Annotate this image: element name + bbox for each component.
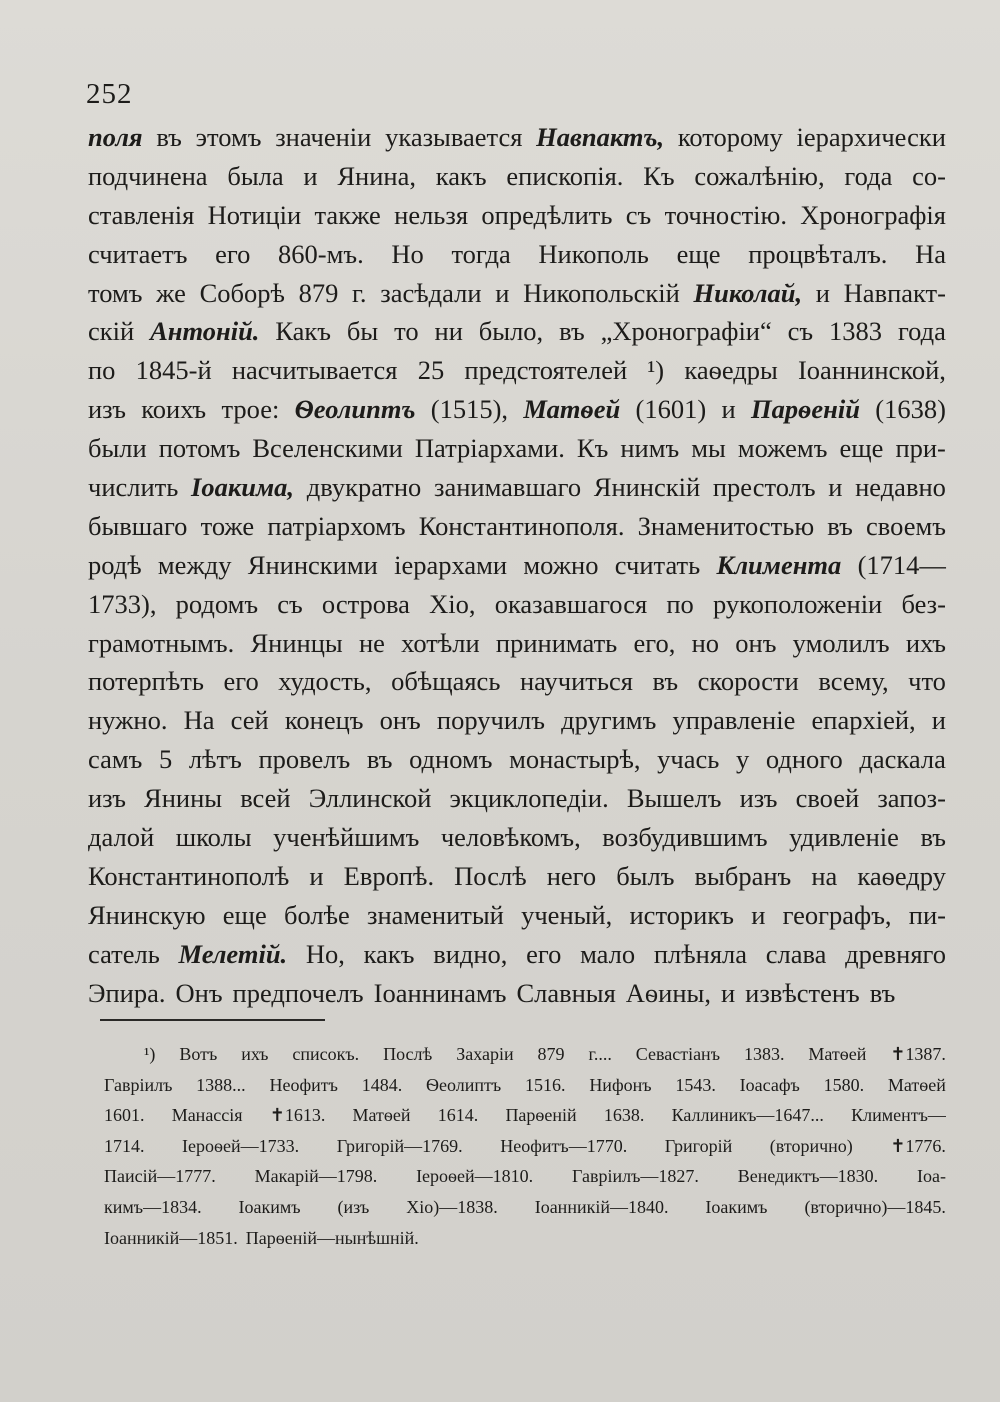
text-line — [88, 161, 946, 200]
word: Антоній. — [150, 316, 260, 347]
text-line — [88, 394, 946, 433]
word: Іоасафъ — [739, 1074, 800, 1095]
word: ¹) — [647, 355, 665, 386]
word: со- — [912, 160, 946, 191]
word: 1638. — [603, 1105, 645, 1126]
word: Хронографія — [800, 199, 946, 230]
word: еще — [222, 899, 267, 930]
word: томъ — [88, 277, 143, 308]
main-text — [88, 122, 946, 1016]
page-number: 252 — [86, 78, 133, 110]
word: ихъ — [241, 1044, 269, 1064]
word: его — [526, 938, 562, 969]
word: Вышелъ — [626, 783, 722, 814]
footnote-line — [104, 1136, 946, 1167]
word: конецъ — [284, 705, 364, 736]
word: Янинскими — [247, 549, 378, 580]
word: въ — [920, 822, 946, 853]
word: іерархически — [796, 122, 946, 152]
text-line — [88, 278, 946, 317]
word: Аѳины, — [625, 977, 711, 1008]
word: Іероѳей—1733. — [182, 1135, 300, 1156]
word: географъ, — [782, 899, 892, 930]
word: у — [735, 744, 750, 775]
word: древняго — [845, 938, 946, 969]
word: Къ — [576, 433, 609, 464]
word: На — [915, 238, 946, 269]
word: Эллинской — [308, 783, 432, 814]
word: без- — [901, 588, 946, 619]
word: потерпѣть — [88, 666, 204, 697]
word: 1383. — [743, 1044, 785, 1064]
word: 1714. — [104, 1135, 145, 1156]
word: Какъ — [275, 316, 332, 347]
word: 1383 — [829, 316, 883, 347]
word: и — [815, 277, 830, 308]
word: Хіо, — [429, 588, 476, 619]
word: другимъ — [561, 705, 657, 736]
word: по — [666, 588, 694, 619]
word: ¹) — [144, 1044, 156, 1064]
word: Янины — [144, 783, 223, 814]
word: учась — [657, 744, 720, 775]
word: Климента — [716, 549, 842, 580]
word: ученѣйшимъ — [273, 822, 420, 853]
word: Іероѳей—1810. — [416, 1166, 534, 1187]
word: Хіо)—1838. — [406, 1196, 498, 1217]
word: Николай, — [693, 277, 803, 308]
word: поручилъ — [436, 705, 545, 736]
word: нельзя — [394, 199, 469, 230]
word: Каллиникъ—1647... — [671, 1105, 824, 1126]
text-line — [88, 783, 946, 822]
word: между — [157, 549, 232, 580]
footnote-line — [104, 1197, 946, 1228]
word: считать — [614, 549, 701, 580]
text-line — [88, 316, 946, 355]
word: также — [314, 199, 381, 230]
word: мало — [580, 938, 636, 969]
word: можемъ — [737, 433, 828, 464]
word: ни — [434, 316, 463, 347]
word: 1543. — [675, 1074, 716, 1095]
text-line — [88, 822, 946, 861]
word: самъ — [88, 744, 143, 775]
footnote-line — [104, 1105, 946, 1136]
word: и — [828, 472, 843, 503]
footnote-line — [104, 1228, 946, 1259]
word: (вторично) — [769, 1135, 853, 1156]
footnotes — [104, 1044, 946, 1258]
word: опредѣлить — [481, 199, 613, 230]
word: въ — [827, 510, 853, 541]
word: которому — [677, 122, 783, 152]
word: запоз- — [877, 783, 946, 814]
text-line — [88, 861, 946, 900]
word: Паисій—1777. — [104, 1166, 216, 1187]
word: патріархомъ — [267, 510, 406, 541]
word: (1638) — [875, 394, 946, 425]
word: плѣняла — [653, 938, 748, 969]
word: Патріархами. — [414, 433, 565, 464]
word: скій — [88, 316, 135, 347]
word: года — [844, 160, 893, 191]
word: Григорій — [664, 1135, 733, 1156]
word: монастырѣ, — [509, 744, 641, 775]
word: точностію. — [664, 199, 787, 230]
word: Гавріилъ — [104, 1074, 173, 1095]
word: и — [721, 394, 736, 425]
word: то — [394, 316, 419, 347]
word: ✝1776. — [890, 1135, 946, 1156]
word: ✝1613. — [269, 1105, 326, 1126]
word: Нифонъ — [589, 1074, 652, 1095]
word: Знаменитостью — [637, 510, 815, 541]
word: бывшаго — [88, 510, 188, 541]
word: оказавшагося — [494, 588, 648, 619]
word: Іоаннинской, — [797, 355, 946, 386]
word: 1845-й — [135, 355, 212, 386]
word: Матѳей — [887, 1074, 946, 1095]
word: въ — [559, 316, 585, 347]
word: Константинополя. — [418, 510, 625, 541]
word: по — [88, 355, 116, 386]
word: обѣщаясь — [391, 666, 501, 697]
word: нимъ — [620, 433, 680, 464]
text-line — [88, 355, 946, 394]
text-line — [88, 433, 946, 472]
word: трое: — [221, 394, 280, 425]
word: были — [88, 433, 147, 464]
word: Манассія — [171, 1105, 243, 1126]
word: 860-мъ. — [278, 238, 364, 269]
word: каѳедры — [684, 355, 778, 386]
word: (1601) — [635, 394, 707, 425]
word: Парѳеній—нынѣшній. — [245, 1227, 419, 1248]
word: 879 — [298, 277, 339, 308]
text-line — [88, 744, 946, 783]
word: всей — [240, 783, 291, 814]
word: но — [691, 627, 720, 658]
word: этомъ — [195, 122, 262, 152]
word: значеніи — [275, 122, 372, 152]
word: принимать — [495, 627, 618, 658]
word: выбранъ — [694, 860, 792, 891]
word: видно, — [433, 938, 508, 969]
word: процвѣталъ. — [748, 238, 888, 269]
word: (1714— — [857, 549, 946, 580]
word: знаменитый — [366, 899, 504, 930]
word: Нотиціи — [207, 199, 302, 230]
word: предстоятелей — [464, 355, 628, 386]
text-line — [88, 511, 946, 550]
word: Соборѣ — [199, 277, 285, 308]
word: каѳедру — [857, 860, 946, 891]
word: Янинцы — [250, 627, 343, 658]
word: (1515), — [430, 394, 509, 425]
text-line — [88, 589, 946, 628]
text-line — [88, 628, 946, 667]
text-line — [88, 239, 946, 278]
word: двукратно — [306, 472, 422, 503]
word: съ — [625, 199, 652, 230]
text-line — [88, 978, 946, 1017]
word: 1614. — [437, 1105, 479, 1126]
word: Послѣ — [383, 1044, 433, 1064]
word: рукоположеніи — [712, 588, 883, 619]
word: ставленія — [88, 199, 195, 230]
word: далой — [88, 822, 155, 853]
text-line — [88, 900, 946, 939]
word: еще — [676, 238, 721, 269]
word: засѣдали — [380, 277, 482, 308]
word: своей — [795, 783, 860, 814]
word: историкъ — [629, 899, 734, 930]
word: епархіей, — [811, 705, 916, 736]
word: нужно. — [88, 705, 168, 736]
word: епископія. — [506, 160, 624, 191]
word: тоже — [200, 510, 255, 541]
word: (изъ — [337, 1196, 370, 1217]
word: Ѳеолиптъ — [426, 1074, 502, 1095]
word: Но, — [305, 938, 345, 969]
word: и — [309, 860, 324, 891]
word: одного — [765, 744, 843, 775]
word: и — [720, 977, 736, 1008]
word: пи- — [908, 899, 946, 930]
word: провелъ — [258, 744, 351, 775]
word: какъ — [435, 160, 487, 191]
word: былъ — [616, 860, 675, 891]
word: Европѣ. — [343, 860, 435, 891]
word: острова — [321, 588, 410, 619]
footnote-line — [104, 1075, 946, 1106]
word: ✝1387. — [890, 1044, 946, 1064]
word: на — [811, 860, 838, 891]
text-line — [88, 939, 946, 978]
word: Онъ — [175, 977, 223, 1008]
word: тогда — [451, 238, 511, 269]
word: коихъ — [141, 394, 207, 425]
word: хотѣли — [401, 627, 480, 658]
text-line — [88, 550, 946, 589]
word: школы — [175, 822, 252, 853]
word: указывается — [385, 122, 523, 152]
word: престолъ — [712, 472, 816, 503]
word: Іоаннинамъ — [373, 977, 507, 1008]
word: 1516. — [525, 1074, 566, 1095]
word: Но — [391, 238, 424, 269]
word: слава — [765, 938, 827, 969]
word: 25 — [417, 355, 445, 386]
word: г.... — [588, 1044, 612, 1064]
word: Янинскій — [593, 472, 701, 503]
word: сожалѣнію, — [694, 160, 825, 191]
word: 879 — [537, 1044, 565, 1064]
word: и — [303, 160, 318, 191]
word: Іоакимъ — [238, 1196, 301, 1217]
word: Іоанникій—1840. — [534, 1196, 669, 1217]
word: можно — [523, 549, 599, 580]
word: въ — [156, 122, 182, 152]
word: Янинскую — [88, 899, 206, 930]
word: числить — [88, 472, 179, 503]
word: 1388... — [196, 1074, 246, 1095]
word: Гавріилъ—1827. — [572, 1166, 699, 1187]
word: было, — [478, 316, 544, 347]
word: Никопольскій — [523, 277, 680, 308]
word: поля — [88, 122, 143, 152]
word: человѣкомъ, — [440, 822, 581, 853]
word: списокъ. — [292, 1044, 360, 1064]
word: Янина, — [337, 160, 416, 191]
word: съ — [787, 316, 814, 347]
word: родѣ — [88, 549, 142, 580]
word: Мелетій. — [178, 938, 288, 969]
word: экциклопедіи. — [449, 783, 609, 814]
word: считаетъ — [88, 238, 188, 269]
word: потомъ — [158, 433, 241, 464]
word: была — [227, 160, 284, 191]
word: какъ — [363, 938, 415, 969]
word: онъ — [379, 705, 421, 736]
word: худость, — [278, 666, 372, 697]
word: удивленіе — [789, 822, 899, 853]
word: Навпакт- — [843, 277, 946, 308]
word: іерархами — [394, 549, 508, 580]
word: Захаріи — [456, 1044, 514, 1064]
footnote-line — [104, 1166, 946, 1197]
word: съ — [277, 588, 303, 619]
word: умолилъ — [792, 627, 890, 658]
word: Константинополѣ — [88, 860, 290, 891]
word: его — [215, 238, 251, 269]
word: и — [751, 899, 766, 930]
word: Парѳеній — [751, 394, 860, 425]
word: предпочелъ — [232, 977, 364, 1008]
word: родомъ — [175, 588, 259, 619]
footnote-line — [104, 1044, 946, 1075]
word: занимавшаго — [433, 472, 582, 503]
word: болѣе — [283, 899, 350, 930]
word: что — [908, 666, 946, 697]
word: недавно — [855, 472, 946, 503]
word: научиться — [519, 666, 633, 697]
footnote-separator — [100, 1019, 325, 1021]
word: На — [183, 705, 215, 736]
word: 1601. — [104, 1105, 145, 1126]
word: въ — [652, 666, 679, 697]
word: лѣтъ — [188, 744, 242, 775]
word: возбудившимъ — [602, 822, 768, 853]
word: Никополь — [538, 238, 649, 269]
word: Неофитъ—1770. — [500, 1135, 628, 1156]
word: него — [546, 860, 597, 891]
word: Матѳей — [523, 394, 621, 425]
word: извѣстенъ — [745, 977, 860, 1008]
word: и — [495, 277, 510, 308]
word: Неофитъ — [269, 1074, 338, 1095]
word: кимъ—1834. — [104, 1196, 202, 1217]
word: Іоанникій—1851. — [104, 1227, 238, 1248]
word: Къ — [643, 160, 675, 191]
word: его, — [633, 627, 676, 658]
word: въ — [869, 977, 896, 1008]
word: Вотъ — [179, 1044, 218, 1064]
text-line — [88, 705, 946, 744]
text-line — [88, 200, 946, 239]
word: управленіе — [672, 705, 796, 736]
word: Макарій—1798. — [254, 1166, 378, 1187]
word: Севастіанъ — [635, 1044, 721, 1064]
word: въ — [366, 744, 393, 775]
word: 5 — [158, 744, 173, 775]
word: же — [156, 277, 186, 308]
word: Іоакима, — [191, 472, 295, 503]
word: Навпактъ, — [536, 122, 665, 152]
word: Вселенскими — [252, 433, 403, 464]
word: Славныя — [516, 977, 616, 1008]
word: и — [931, 705, 946, 736]
word: онъ — [735, 627, 777, 658]
word: Матѳей — [808, 1044, 867, 1064]
word: Венедиктъ—1830. — [737, 1166, 879, 1187]
text-line — [88, 472, 946, 511]
word: мы — [691, 433, 726, 464]
word: даскала — [859, 744, 946, 775]
word: всему, — [818, 666, 889, 697]
word: Іоа- — [916, 1166, 946, 1187]
word: ихъ — [905, 627, 946, 658]
word: грамотнымъ. — [88, 627, 235, 658]
word: еще — [839, 433, 884, 464]
word: изъ — [88, 783, 126, 814]
text-line — [88, 122, 946, 161]
word: Матѳей — [352, 1105, 411, 1126]
text-line — [88, 666, 946, 705]
word: своемъ — [866, 510, 946, 541]
word: бы — [346, 316, 379, 347]
word: при- — [895, 433, 946, 464]
word: 1733), — [88, 588, 157, 619]
word: насчитывается — [231, 355, 398, 386]
word: Іоакимъ — [705, 1196, 768, 1217]
word: подчинена — [88, 160, 208, 191]
word: „Хронографіи“ — [600, 316, 772, 347]
word: г. — [352, 277, 367, 308]
word: изъ — [88, 394, 126, 425]
word: сатель — [88, 938, 160, 969]
word: его — [223, 666, 259, 697]
word: ученый, — [521, 899, 613, 930]
word: скорости — [697, 666, 799, 697]
word: 1484. — [361, 1074, 403, 1095]
word: Эпира. — [88, 977, 166, 1008]
word: Ѳеолиптъ — [294, 394, 416, 425]
word: Григорій—1769. — [336, 1135, 463, 1156]
word: одномъ — [409, 744, 493, 775]
word: Климентъ— — [851, 1105, 946, 1126]
word: года — [897, 316, 946, 347]
word: сей — [230, 705, 269, 736]
word: Парѳеній — [505, 1105, 577, 1126]
word: не — [358, 627, 385, 658]
word: изъ — [739, 783, 778, 814]
word: 1580. — [823, 1074, 865, 1095]
word: (вторично)—1845. — [804, 1196, 946, 1217]
word: Послѣ — [454, 860, 527, 891]
